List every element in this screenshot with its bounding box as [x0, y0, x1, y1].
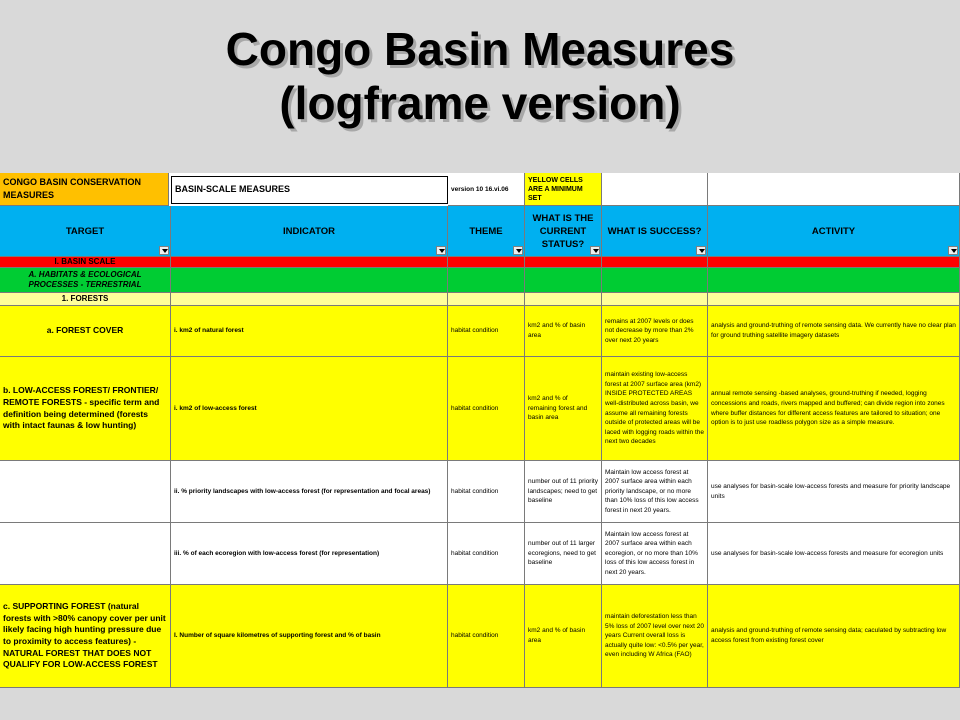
empty-cell[interactable]	[525, 293, 602, 306]
table-row-1-indicator[interactable]: i. km2 of natural forest	[171, 306, 448, 357]
section-habitats[interactable]: A. HABITATS & ECOLOGICAL PROCESSES - TERRESTRIAL	[0, 268, 171, 293]
version-cell[interactable]	[448, 173, 525, 206]
empty-cell[interactable]	[708, 257, 960, 268]
table-row-2-status[interactable]: km2 and % of remaining forest and basin area	[525, 357, 602, 461]
empty-cell[interactable]	[602, 268, 708, 293]
title-line-2: (logframe version)	[279, 77, 681, 129]
table-row-3-success[interactable]: Maintain low access forest at 2007 surface area within each priority landscape, or no more than 10% loss of this low access forest in next 20 years.	[602, 461, 708, 523]
header-success[interactable]: WHAT IS SUCCESS?	[602, 206, 708, 257]
empty-cell[interactable]	[448, 257, 525, 268]
header-indicator[interactable]: INDICATOR	[171, 206, 448, 257]
empty-cell[interactable]	[602, 173, 708, 206]
section-basin-scale[interactable]: I. BASIN SCALE	[0, 257, 171, 268]
basin-header-cell[interactable]	[171, 176, 448, 204]
filter-dropdown-icon[interactable]	[590, 246, 600, 255]
table-row-2-target[interactable]: b. LOW-ACCESS FOREST/ FRONTIER/ REMOTE FORESTS - specific term and definition being determined (forests with intact faunas & low hunting)	[0, 357, 171, 461]
yellow-note-cell[interactable]	[525, 173, 602, 206]
top-left-title: CONGO BASIN CONSERVATION MEASURES	[3, 177, 142, 200]
table-row-5-target[interactable]: c. SUPPORTING FOREST (natural forests with >80% canopy cover per unit likely facing high hunting pressure due to proximity to access features) - NATURAL FOREST THAT DOES NOT QUALIFY FOR LOW-ACCESS FOREST	[0, 585, 171, 688]
empty-cell[interactable]	[602, 293, 708, 306]
empty-cell[interactable]	[171, 293, 448, 306]
filter-dropdown-icon[interactable]	[696, 246, 706, 255]
table-row-3-status[interactable]: number out of 11 priority landscapes; need to get baseline	[525, 461, 602, 523]
basin-header: BASIN-SCALE MEASURES	[175, 184, 291, 195]
table-row-4-theme[interactable]: habitat condition	[448, 523, 525, 585]
table-row-2-activity[interactable]: annual remote sensing -based analyses, ground-truthing if needed, logging concessions and roads, rivers mapped and buffered; can divide region into zones where buffer distances for different access features are tailored to situation; one option is to just use roadless polygon size as a simple measure.	[708, 357, 960, 461]
table-row-4-indicator[interactable]: iii. % of each ecoregion with low-access forest (for representation)	[171, 523, 448, 585]
table-row-3-indicator[interactable]: ii. % priority landscapes with low-access forest (for representation and focal areas)	[171, 461, 448, 523]
empty-cell[interactable]	[171, 268, 448, 293]
filter-dropdown-icon[interactable]	[159, 246, 169, 255]
table-row-4-status[interactable]: number out of 11 larger ecoregions, need to get baseline	[525, 523, 602, 585]
version-label: version 10 16.vi.06	[451, 185, 509, 193]
top-left-title-cell[interactable]	[0, 173, 169, 206]
table-row-1-success[interactable]: remains at 2007 levels or does not decrease by more than 2% over next 20 years	[602, 306, 708, 357]
empty-cell[interactable]	[525, 257, 602, 268]
table-row-5-indicator[interactable]: I. Number of square kilometres of supporting forest and % of basin	[171, 585, 448, 688]
yellow-note: YELLOW CELLS ARE A MINIMUM SET	[528, 176, 583, 202]
table-row-2-indicator[interactable]: i. km2 of low-access forest	[171, 357, 448, 461]
empty-cell[interactable]	[171, 257, 448, 268]
empty-cell[interactable]	[525, 268, 602, 293]
table-row-3-target[interactable]	[0, 461, 171, 523]
table-row-1-theme[interactable]: habitat condition	[448, 306, 525, 357]
empty-cell[interactable]	[602, 257, 708, 268]
table-row-2-theme[interactable]: habitat condition	[448, 357, 525, 461]
table-row-2-success[interactable]: maintain existing low-access forest at 2007 surface area (km2) INSIDE PROTECTED AREAS well-distributed across basin, we assume all remaining forests outside of protected areas will be laced with logging roads within the next two decades	[602, 357, 708, 461]
table-row-4-activity[interactable]: use analyses for basin-scale low-access forests and measure for ecoregion units	[708, 523, 960, 585]
table-row-5-success[interactable]: maintain deforestation less than 5% loss of 2007 level over next 20 years Current overall loss is actually quite low: <0.5% per year, even including W Africa (FAO)	[602, 585, 708, 688]
slide-title	[0, 22, 960, 130]
title-line-1: Congo Basin Measures	[225, 23, 735, 75]
table-row-5-theme[interactable]: habitat condition	[448, 585, 525, 688]
table-row-1-status[interactable]: km2 and % of basin area	[525, 306, 602, 357]
empty-cell[interactable]	[708, 293, 960, 306]
table-row-4-success[interactable]: Maintain low access forest at 2007 surface area within each ecoregion, or no more than 10% loss of this low access forest in next 20 years.	[602, 523, 708, 585]
table-row-4-target[interactable]	[0, 523, 171, 585]
section-forests[interactable]: 1. FORESTS	[0, 293, 171, 306]
table-row-5-status[interactable]: km2 and % of basin area	[525, 585, 602, 688]
empty-cell[interactable]	[448, 293, 525, 306]
spreadsheet	[0, 173, 960, 688]
table-row-3-activity[interactable]: use analyses for basin-scale low-access forests and measure for priority landscape units	[708, 461, 960, 523]
filter-dropdown-icon[interactable]	[948, 246, 958, 255]
table-row-1-activity[interactable]: analysis and ground-truthing of remote sensing data. We currently have no clear plan for ground truthing satellite imagery datasets	[708, 306, 960, 357]
empty-cell[interactable]	[448, 268, 525, 293]
filter-dropdown-icon[interactable]	[513, 246, 523, 255]
filter-dropdown-icon[interactable]	[436, 246, 446, 255]
table-row-3-theme[interactable]: habitat condition	[448, 461, 525, 523]
table-row-5-activity[interactable]: analysis and ground-truthing of remote sensing data; caculated by subtracting low access forest from existing forest cover	[708, 585, 960, 688]
header-activity[interactable]: ACTIVITY	[708, 206, 960, 257]
table-row-1-target[interactable]: a. FOREST COVER	[0, 306, 171, 357]
header-target[interactable]: TARGET	[0, 206, 171, 257]
header-theme[interactable]: THEME	[448, 206, 525, 257]
header-current-status[interactable]: WHAT IS THE CURRENT STATUS?	[525, 206, 602, 257]
empty-cell[interactable]	[708, 268, 960, 293]
empty-cell[interactable]	[708, 173, 960, 206]
